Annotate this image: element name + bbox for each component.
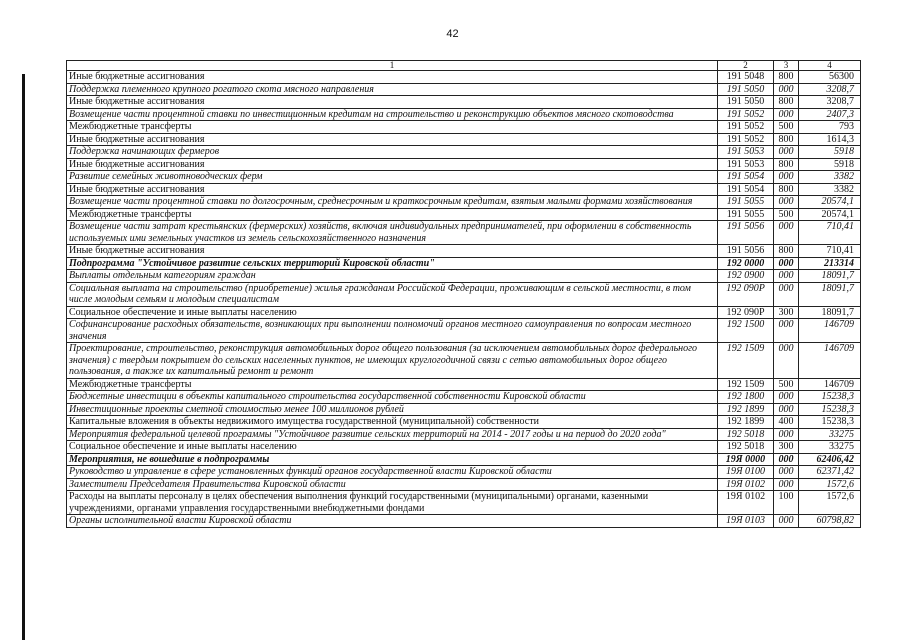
table-row — [67, 391, 861, 404]
cell-name: Возмещение части процентной ставки по инвестиционным кредитам на строительство и реконструкцию объектов мясного скотоводства — [67, 108, 718, 121]
header-col-kind: 3 — [774, 61, 799, 71]
cell-sum: 33275 — [799, 428, 861, 441]
cell-kind: 800 — [774, 133, 799, 146]
cell-kind: 800 — [774, 158, 799, 171]
cell-name: Софинансирование расходных обязательств, возникающих при выполнении полномочий органов местного самоуправления по вопросам местного значения — [67, 319, 718, 343]
cell-code: 191 5056 — [718, 245, 774, 258]
table-row — [67, 71, 861, 84]
cell-code: 19Я 0000 — [718, 453, 774, 466]
cell-kind: 500 — [774, 208, 799, 221]
cell-name: Поддержка начинающих фермеров — [67, 146, 718, 159]
page-number: 42 — [446, 28, 459, 40]
cell-name: Капитальные вложения в объекты недвижимого имущества государственной (муниципальной) собственности — [67, 416, 718, 429]
cell-sum: 213314 — [799, 257, 861, 270]
cell-sum: 18091,7 — [799, 306, 861, 319]
cell-code: 19Я 0100 — [718, 466, 774, 479]
table-row — [67, 378, 861, 391]
cell-code: 191 5052 — [718, 108, 774, 121]
cell-kind: 000 — [774, 171, 799, 184]
table-row — [67, 306, 861, 319]
cell-sum: 56300 — [799, 71, 861, 84]
table-row — [67, 319, 861, 343]
cell-sum: 146709 — [799, 343, 861, 379]
cell-code: 191 5055 — [718, 196, 774, 209]
table-row — [67, 441, 861, 454]
cell-kind: 300 — [774, 306, 799, 319]
table-row — [67, 282, 861, 306]
cell-sum: 3208,7 — [799, 96, 861, 109]
cell-kind: 500 — [774, 378, 799, 391]
cell-name: Поддержка племенного крупного рогатого скота мясного направления — [67, 83, 718, 96]
cell-sum: 146709 — [799, 378, 861, 391]
cell-code: 192 0000 — [718, 257, 774, 270]
cell-name: Межбюджетные трансферты — [67, 121, 718, 134]
cell-code: 19Я 0103 — [718, 515, 774, 528]
table-row — [67, 146, 861, 159]
table-row — [67, 245, 861, 258]
cell-name: Иные бюджетные ассигнования — [67, 96, 718, 109]
table-row — [67, 196, 861, 209]
cell-code: 192 1899 — [718, 416, 774, 429]
cell-kind: 300 — [774, 441, 799, 454]
cell-code: 19Я 0102 — [718, 491, 774, 515]
cell-sum: 1572,6 — [799, 491, 861, 515]
cell-sum: 1614,3 — [799, 133, 861, 146]
cell-kind: 000 — [774, 108, 799, 121]
cell-kind: 000 — [774, 466, 799, 479]
cell-kind: 000 — [774, 146, 799, 159]
table-row — [67, 121, 861, 134]
cell-code: 192 5018 — [718, 441, 774, 454]
cell-code: 191 5054 — [718, 171, 774, 184]
cell-sum: 5918 — [799, 158, 861, 171]
cell-code: 192 090Р — [718, 306, 774, 319]
cell-name: Органы исполнительной власти Кировской области — [67, 515, 718, 528]
table-row — [67, 221, 861, 245]
table-row — [67, 257, 861, 270]
cell-kind: 000 — [774, 478, 799, 491]
cell-name: Иные бюджетные ассигнования — [67, 133, 718, 146]
table-row — [67, 108, 861, 121]
cell-name: Иные бюджетные ассигнования — [67, 183, 718, 196]
table-row — [67, 208, 861, 221]
header-col-code: 2 — [718, 61, 774, 71]
cell-kind: 000 — [774, 257, 799, 270]
cell-sum: 3382 — [799, 171, 861, 184]
table-row — [67, 466, 861, 479]
cell-sum: 33275 — [799, 441, 861, 454]
cell-kind: 000 — [774, 196, 799, 209]
cell-kind: 000 — [774, 515, 799, 528]
cell-code: 191 5052 — [718, 133, 774, 146]
table-header-row — [67, 61, 861, 71]
cell-sum: 18091,7 — [799, 270, 861, 283]
cell-sum: 710,41 — [799, 221, 861, 245]
cell-code: 192 090Р — [718, 282, 774, 306]
cell-kind: 000 — [774, 319, 799, 343]
cell-sum: 710,41 — [799, 245, 861, 258]
cell-code: 192 1500 — [718, 319, 774, 343]
cell-sum: 62406,42 — [799, 453, 861, 466]
cell-code: 192 1509 — [718, 378, 774, 391]
cell-kind: 000 — [774, 221, 799, 245]
cell-code: 19Я 0102 — [718, 478, 774, 491]
table-row — [67, 343, 861, 379]
cell-name: Возмещение части процентной ставки по долгосрочным, среднесрочным и краткосрочным кредитам, взятым малыми формами хозяйствования — [67, 196, 718, 209]
cell-name: Бюджетные инвестиции в объекты капитального строительства государственной собственности Кировской области — [67, 391, 718, 404]
cell-name: Выплаты отдельным категориям граждан — [67, 270, 718, 283]
cell-sum: 15238,3 — [799, 416, 861, 429]
cell-sum: 20574,1 — [799, 208, 861, 221]
header-col-sum: 4 — [799, 61, 861, 71]
cell-sum: 15238,3 — [799, 403, 861, 416]
cell-code: 192 1899 — [718, 403, 774, 416]
cell-sum: 15238,3 — [799, 391, 861, 404]
cell-sum: 793 — [799, 121, 861, 134]
table-row — [67, 171, 861, 184]
cell-name: Мероприятия федеральной целевой программы "Устойчивое развитие сельских территорий на 2014 - 2017 годы и на период до 2020 года" — [67, 428, 718, 441]
cell-code: 192 5018 — [718, 428, 774, 441]
cell-name: Расходы на выплаты персоналу в целях обеспечения выполнения функций государственными (муниципальными) органами, казенными учреждениями, органами управления государственными внебюджетными фондами — [67, 491, 718, 515]
cell-code: 191 5050 — [718, 83, 774, 96]
table-row — [67, 158, 861, 171]
table-row — [67, 83, 861, 96]
cell-name: Инвестиционные проекты сметной стоимостью менее 100 миллионов рублей — [67, 403, 718, 416]
cell-code: 191 5054 — [718, 183, 774, 196]
cell-code: 192 1800 — [718, 391, 774, 404]
cell-kind: 800 — [774, 71, 799, 84]
cell-kind: 500 — [774, 121, 799, 134]
table-row — [67, 428, 861, 441]
cell-sum: 60798,82 — [799, 515, 861, 528]
cell-sum: 146709 — [799, 319, 861, 343]
table-row — [67, 403, 861, 416]
budget-table-body — [67, 61, 861, 528]
budget-table — [66, 60, 861, 528]
table-row — [67, 183, 861, 196]
cell-kind: 400 — [774, 416, 799, 429]
cell-sum: 3382 — [799, 183, 861, 196]
cell-name: Руководство и управление в сфере установленных функций органов государственной власти Кировской области — [67, 466, 718, 479]
table-row — [67, 478, 861, 491]
cell-name: Заместители Председателя Правительства Кировской области — [67, 478, 718, 491]
cell-kind: 800 — [774, 245, 799, 258]
page-edge-bar — [22, 74, 25, 640]
cell-sum: 1572,6 — [799, 478, 861, 491]
cell-sum: 2407,3 — [799, 108, 861, 121]
cell-code: 191 5048 — [718, 71, 774, 84]
table-row — [67, 416, 861, 429]
cell-kind: 000 — [774, 453, 799, 466]
cell-code: 192 1509 — [718, 343, 774, 379]
table-row — [67, 453, 861, 466]
cell-kind: 000 — [774, 391, 799, 404]
cell-code: 191 5053 — [718, 158, 774, 171]
cell-name: Мероприятия, не вошедшие в подпрограммы — [67, 453, 718, 466]
cell-kind: 000 — [774, 428, 799, 441]
cell-name: Подпрограмма "Устойчивое развитие сельских территорий Кировской области" — [67, 257, 718, 270]
cell-code: 191 5056 — [718, 221, 774, 245]
cell-name: Межбюджетные трансферты — [67, 208, 718, 221]
cell-code: 191 5052 — [718, 121, 774, 134]
cell-kind: 800 — [774, 96, 799, 109]
cell-sum: 5918 — [799, 146, 861, 159]
table-row — [67, 515, 861, 528]
cell-name: Социальная выплата на строительство (приобретение) жилья гражданам Российской Федерации, проживающим в сельской местности, в том числе молодым семьям и молодым специалистам — [67, 282, 718, 306]
cell-name: Возмещение части затрат крестьянских (фермерских) хозяйств, включая индивидуальных предпринимателей, при оформлении в собственность используемых ими земельных участков из земель сельскохозяйственного назначения — [67, 221, 718, 245]
cell-sum: 20574,1 — [799, 196, 861, 209]
cell-kind: 000 — [774, 282, 799, 306]
cell-kind: 000 — [774, 270, 799, 283]
table-row — [67, 96, 861, 109]
cell-code: 191 5055 — [718, 208, 774, 221]
cell-name: Проектирование, строительство, реконструкция автомобильных дорог общего пользования (за исключением автомобильных дорог федерального значения) с твердым покрытием до сельских населенных пунктов, не имеющих круглогодичной связи с сетью автомобильных дорог общего пользования, а также их капитальный ремонт и ремонт — [67, 343, 718, 379]
cell-kind: 100 — [774, 491, 799, 515]
cell-sum: 3208,7 — [799, 83, 861, 96]
table-row — [67, 491, 861, 515]
cell-kind: 000 — [774, 83, 799, 96]
cell-sum: 62371,42 — [799, 466, 861, 479]
cell-name: Иные бюджетные ассигнования — [67, 71, 718, 84]
cell-code: 191 5050 — [718, 96, 774, 109]
cell-name: Иные бюджетные ассигнования — [67, 245, 718, 258]
cell-code: 192 0900 — [718, 270, 774, 283]
table-row — [67, 270, 861, 283]
cell-kind: 000 — [774, 403, 799, 416]
cell-name: Развитие семейных животноводческих ферм — [67, 171, 718, 184]
table-row — [67, 133, 861, 146]
cell-name: Социальное обеспечение и иные выплаты населению — [67, 306, 718, 319]
cell-name: Межбюджетные трансферты — [67, 378, 718, 391]
cell-code: 191 5053 — [718, 146, 774, 159]
cell-name: Иные бюджетные ассигнования — [67, 158, 718, 171]
cell-kind: 000 — [774, 343, 799, 379]
cell-sum: 18091,7 — [799, 282, 861, 306]
header-col-name: 1 — [67, 61, 718, 71]
cell-name: Социальное обеспечение и иные выплаты населению — [67, 441, 718, 454]
cell-kind: 800 — [774, 183, 799, 196]
